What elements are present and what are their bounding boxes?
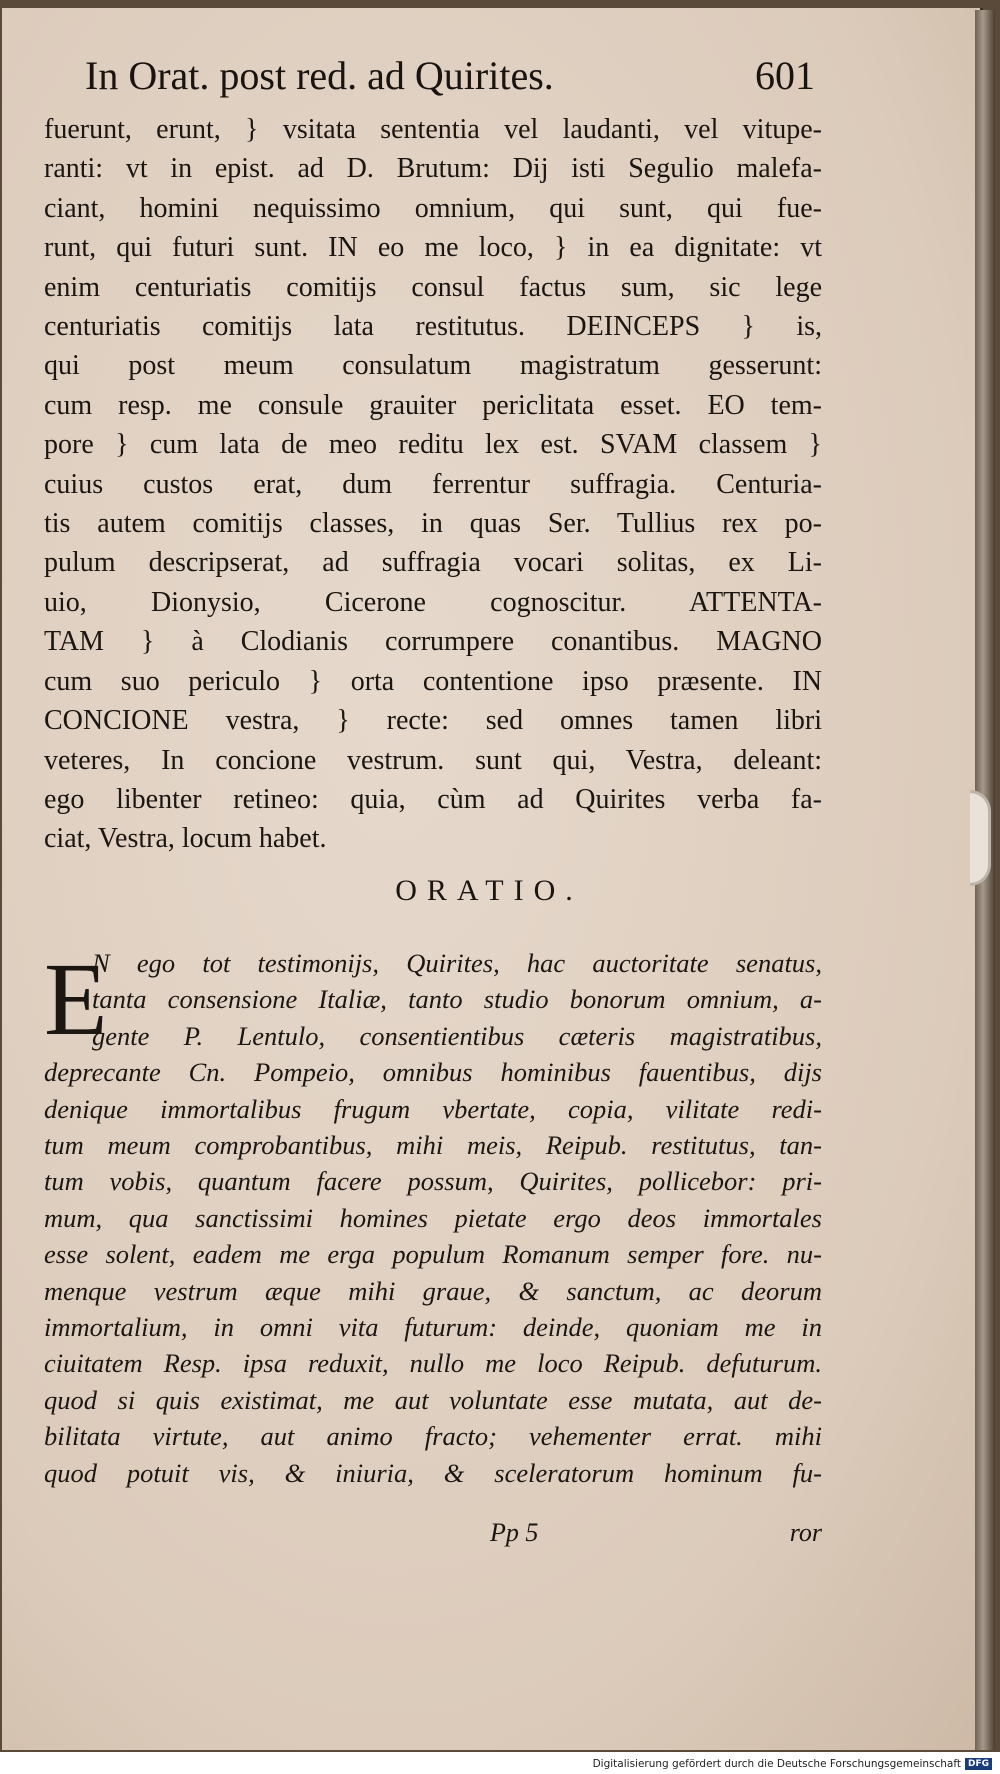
signature-mark: Pp 5 [490, 1518, 539, 1547]
commentary-line: ego libenter retineo: quia, cùm ad Quirites verba fa- [44, 783, 822, 815]
commentary-line: enim centuriatis comitijs consul factus sum, sic lege [44, 271, 822, 303]
page-number: 601 [755, 53, 815, 98]
oration-line: esse solent, eadem me erga populum Romanum semper fore. nu- [44, 1239, 822, 1270]
oration-line: quod potuit vis, & iniuria, & sceleratorum hominum fu- [44, 1457, 822, 1488]
commentary-line: uio, Dionysio, Cicerone cognoscitur. ATTENTA- [44, 586, 822, 618]
oration-line: menque vestrum æque mihi graue, & sanctum, ac deorum [44, 1275, 822, 1306]
commentary-line: CONCIONE vestra, } recte: sed omnes tamen libri [44, 705, 822, 737]
commentary-line: ciant, homini nequissimo omnium, qui sunt, qui fue- [44, 192, 822, 224]
page-clip [970, 790, 991, 886]
oration-line: immortalium, in omni vita futurum: deinde, quoniam me in [44, 1312, 822, 1343]
oration-line: gente P. Lentulo, consentientibus cæteris magistratibus, [92, 1020, 822, 1051]
commentary-line: pore } cum lata de meo reditu lex est. SVAM classem } [44, 429, 822, 461]
oration-line: ciuitatem Resp. ipsa reduxit, nullo me loco Reipub. defuturum. [44, 1348, 822, 1379]
commentary-block [44, 110, 822, 859]
oration-line: tum vobis, quantum facere possum, Quirites, pollicebor: pri- [44, 1166, 822, 1197]
catchword: ror [789, 1518, 822, 1547]
commentary-line: fuerunt, erunt, } vsitata sententia vel laudanti, vel vitupe- [44, 114, 822, 145]
oration-text [44, 942, 822, 1491]
running-head [85, 52, 815, 102]
oration-line: tum meum comprobantibus, mihi meis, Reipub. restitutus, tan- [44, 1130, 822, 1161]
digitization-footer [593, 1756, 992, 1772]
oration-line: bilitata virtute, aut animo fracto; vehementer errat. mihi [44, 1421, 822, 1452]
oration-line: quod si quis existimat, me aut voluntate esse mutata, aut de- [44, 1384, 822, 1415]
oration-line: N ego tot testimonijs, Quirites, hac auctoritate senatus, [92, 948, 822, 978]
commentary-line: centuriatis comitijs lata restitutus. DEINCEPS } is, [44, 311, 822, 343]
oration-line: tanta consensione Italiæ, tanto studio bonorum omnium, a- [92, 984, 822, 1015]
commentary-line: pulum descripserat, ad suffragia vocari solitas, ex Li- [44, 547, 822, 579]
drop-capital: E [44, 942, 108, 1057]
commentary-line: runt, qui futuri sunt. IN eo me loco, } in ea dignitate: vt [44, 232, 822, 264]
commentary-line: ciat, Vestra, locum habet. [44, 823, 327, 855]
dfg-logo: DFG [965, 1758, 992, 1770]
oration-line: deprecante Cn. Pompeio, omnibus hominibus fauentibus, dijs [44, 1057, 822, 1088]
oration-line: denique immortalibus frugum vbertate, copia, vilitate redi- [44, 1093, 822, 1124]
commentary-line: veteres, In concione vestrum. sunt qui, Vestra, deleant: [44, 744, 822, 776]
running-head-title: In Orat. post red. ad Quirites. [85, 53, 554, 98]
commentary-line: cuius custos erat, dum ferrentur suffragia. Centuria- [44, 468, 822, 500]
commentary-line: TAM } à Clodianis corrumpere conantibus. MAGNO [44, 626, 822, 658]
catchline [490, 1518, 822, 1558]
commentary-line: ranti: vt in epist. ad D. Brutum: Dij isti Segulio malefa- [44, 153, 822, 185]
commentary-line: cum resp. me consule grauiter periclitata esset. EO tem- [44, 389, 822, 421]
commentary-line: cum suo periculo } orta contentione ipso præsente. IN [44, 665, 822, 697]
section-heading: ORATIO. [395, 874, 583, 907]
commentary-line: tis autem comitijs classes, in quas Ser. Tullius rex po- [44, 508, 822, 540]
footer-text: Digitalisierung gefördert durch die Deutsche Forschungsgemeinschaft [592, 1758, 961, 1770]
commentary-line: qui post meum consulatum magistratum gesserunt: [44, 350, 822, 382]
oration-line: mum, qua sanctissimi homines pietate ergo deos immortales [44, 1202, 822, 1233]
